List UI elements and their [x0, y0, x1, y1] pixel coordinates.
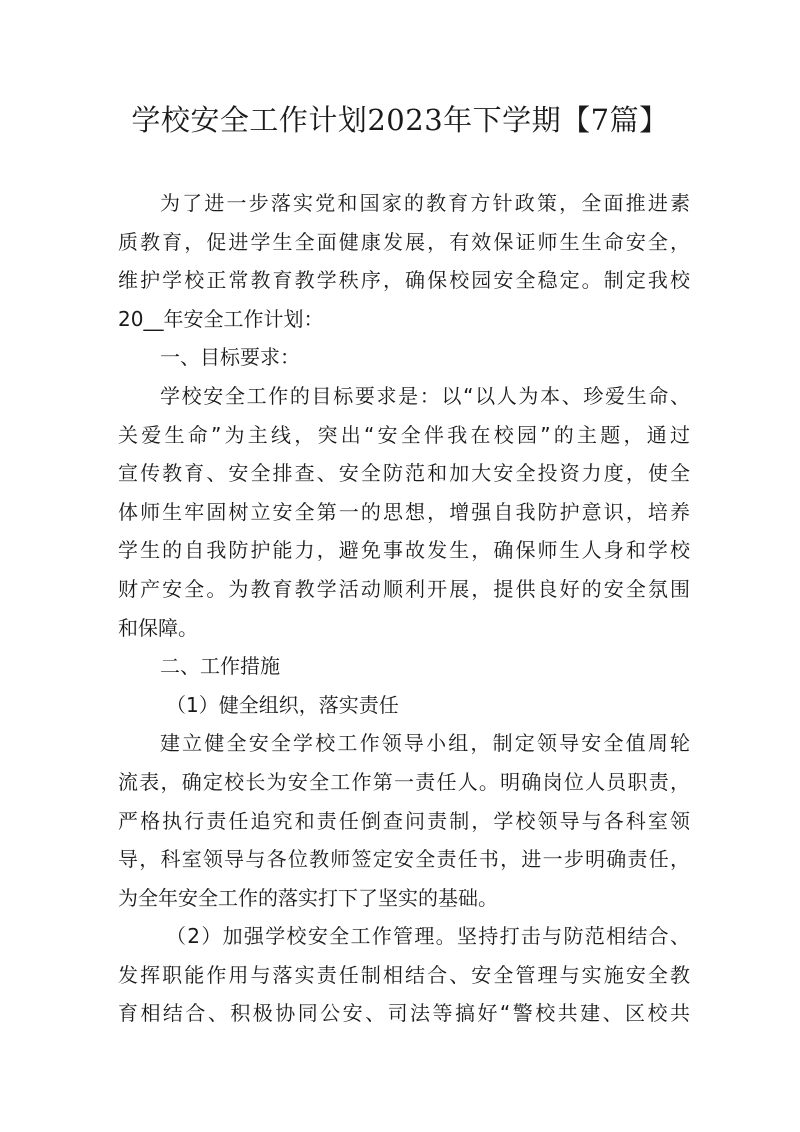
paragraph-line: 建立健全安全学校工作领导小组，制定领导安全值周轮: [160, 731, 690, 756]
paragraph-line: 为全年安全工作的落实打下了坚实的基础。: [118, 885, 498, 910]
subsection-heading: （1）健全组织，落实责任: [166, 692, 399, 717]
paragraph-line: 育相结合、积极协同公安、司法等搞好“警校共建、区校共: [118, 1001, 690, 1026]
paragraph-line: （2）加强学校安全工作管理。坚持打击与防范相结合、: [166, 924, 690, 949]
paragraph-line: 发挥职能作用与落实责任制相结合、安全管理与实施安全教: [118, 962, 690, 987]
paragraph-line: 学生的自我防护能力，避免事故发生，确保师生人身和学校: [118, 538, 690, 563]
document-title: 学校安全工作计划2023年下学期【7篇】: [131, 103, 669, 137]
paragraph-line: 导，科室领导与各位教师签定安全责任书，进一步明确责任，: [118, 847, 690, 872]
paragraph-line: 财产安全。为教育教学活动顺利开展，提供良好的安全氛围: [118, 576, 690, 601]
paragraph-line: 20__年安全工作计划：: [118, 306, 324, 331]
paragraph-line: 严格执行责任追究和责任倒查问责制，学校领导与各科室领: [118, 808, 690, 833]
section-heading: 二、工作措施: [160, 654, 280, 679]
paragraph-line: 流表，确定校长为安全工作第一责任人。明确岗位人员职责，: [118, 769, 690, 794]
paragraph-line: 学校安全工作的目标要求是：以“以人为本、珍爱生命、: [160, 383, 690, 408]
paragraph-line: 体师生牢固树立安全第一的思想，增强自我防护意识，培养: [118, 499, 690, 524]
paragraph-line: 质教育，促进学生全面健康发展，有效保证师生生命安全，: [118, 229, 690, 254]
paragraph-line: 维护学校正常教育教学秩序，确保校园安全稳定。制定我校: [118, 268, 690, 293]
paragraph-line: 宣传教育、安全排查、安全防范和加大安全投资力度，使全: [118, 461, 690, 486]
section-heading: 一、目标要求：: [160, 345, 300, 370]
paragraph-line: 为了进一步落实党和国家的教育方针政策，全面推进素: [160, 191, 690, 215]
document-body: [118, 184, 690, 1033]
paragraph-line: 关爱生命”为主线，突出“安全伴我在校园”的主题，通过: [118, 422, 690, 447]
paragraph-line: 和保障。: [118, 615, 198, 640]
